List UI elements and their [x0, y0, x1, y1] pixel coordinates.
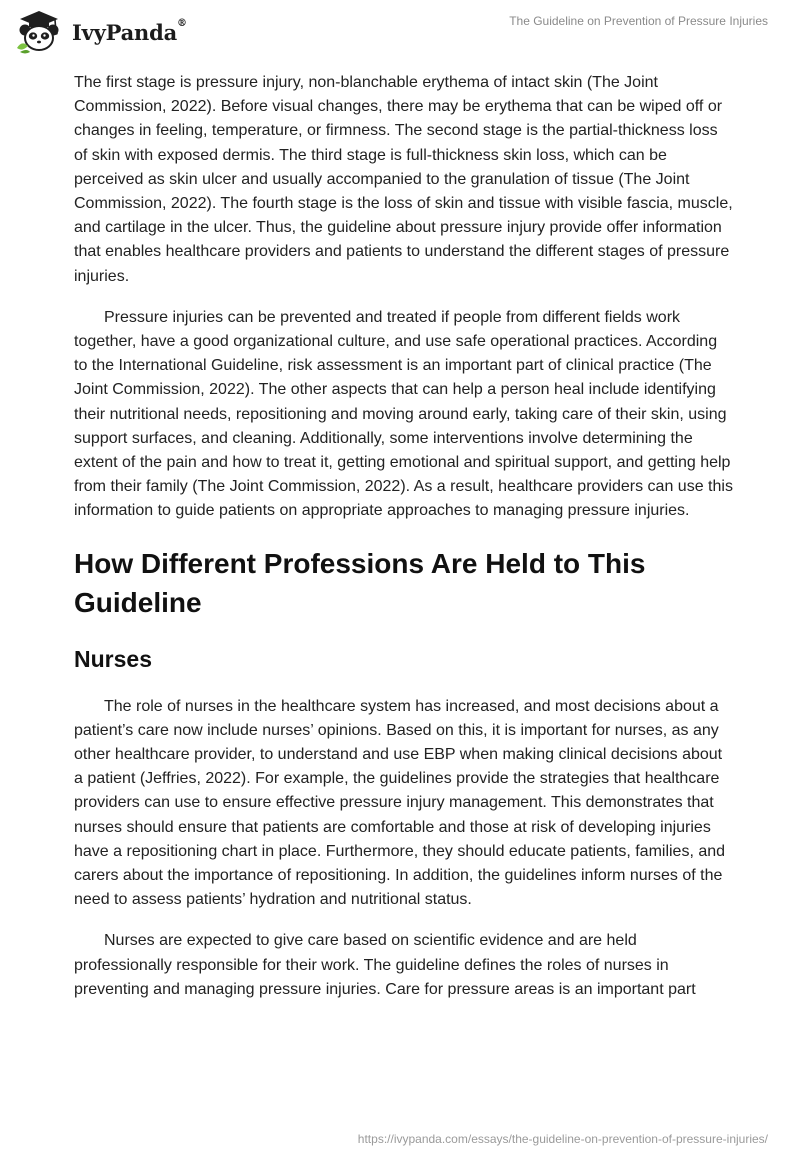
document-title: The Guideline on Prevention of Pressure Injuries: [509, 14, 768, 28]
page-header: [0, 0, 800, 56]
source-url[interactable]: https://ivypanda.com/essays/the-guideline-on-prevention-of-pressure-injuries/: [357, 1132, 768, 1146]
subsection-heading-nurses: Nurses: [74, 645, 152, 672]
paragraph-stages: The first stage is pressure injury, non-blanchable erythema of intact skin (The Joint Commission, 2022). Before visual changes, there may be erythema that can be wiped off or changes in feeling, temperature, or firmness. The second stage is the partial-thickness loss of skin with exposed dermis. The third stage is full-thickness skin loss, which can be perceived as skin ulcer and usually accompanied to the granulation of tissue (The Joint Commission, 2022). The fourth stage is the loss of skin and tissue with visible fascia, muscle, and cartilage in the ulcer. Thus, the guideline about pressure injury provide offer information that enables healthcare providers and patients to understand the different stages of pressure injuries.: [74, 74, 733, 285]
ivypanda-logo[interactable]: [14, 8, 187, 54]
article-body: [74, 71, 734, 1019]
paragraph-nurses-evidence: Nurses are expected to give care based on scientific evidence and are held professionally responsible for their work. The guideline defines the roles of nurses in preventing and managing pressure injuries. Care for pressure areas is an important part: [74, 932, 696, 998]
section-heading: How Different Professions Are Held to This Guideline: [74, 547, 646, 618]
paragraph-prevention: Pressure injuries can be prevented and treated if people from different fields work together, have a good organizational culture, and use safe operational practices. According to the International Guideline, risk assessment is an important part of clinical practice (The Joint Commission, 2022). The other aspects that can help a person heal include identifying their nutritional needs, repositioning and moving around early, taking care of their skin, using support surfaces, and cleaning. Additionally, some interventions involve determining the extent of the pain and how to treat it, getting emotional and spiritual support, and getting help from their family (The Joint Commission, 2022). As a result, healthcare providers can use this information to guide patients on appropriate approaches to managing pressure injuries.: [74, 308, 733, 520]
panda-graduate-logo-icon: [14, 8, 64, 54]
brand-name: IvyPanda®: [72, 17, 187, 45]
paragraph-nurses-role: The role of nurses in the healthcare system has increased, and most decisions about a patient’s care now include nurses’ opinions. Based on this, it is important for nurses, as any other healthcare provider, to understand and use EBP when making clinical decisions about a patient (Jeffries, 2022). For example, the guidelines provide the strategies that healthcare providers can use to ensure effective pressure injury management. This demonstrates that nurses should ensure that patients are comfortable and those at risk of developing injuries have a repositioning chart in place. Furthermore, they should educate patients, families, and carers about the importance of repositioning. In addition, the guidelines inform nurses of the need to assess patients’ hydration and nutritional status.: [74, 697, 726, 909]
